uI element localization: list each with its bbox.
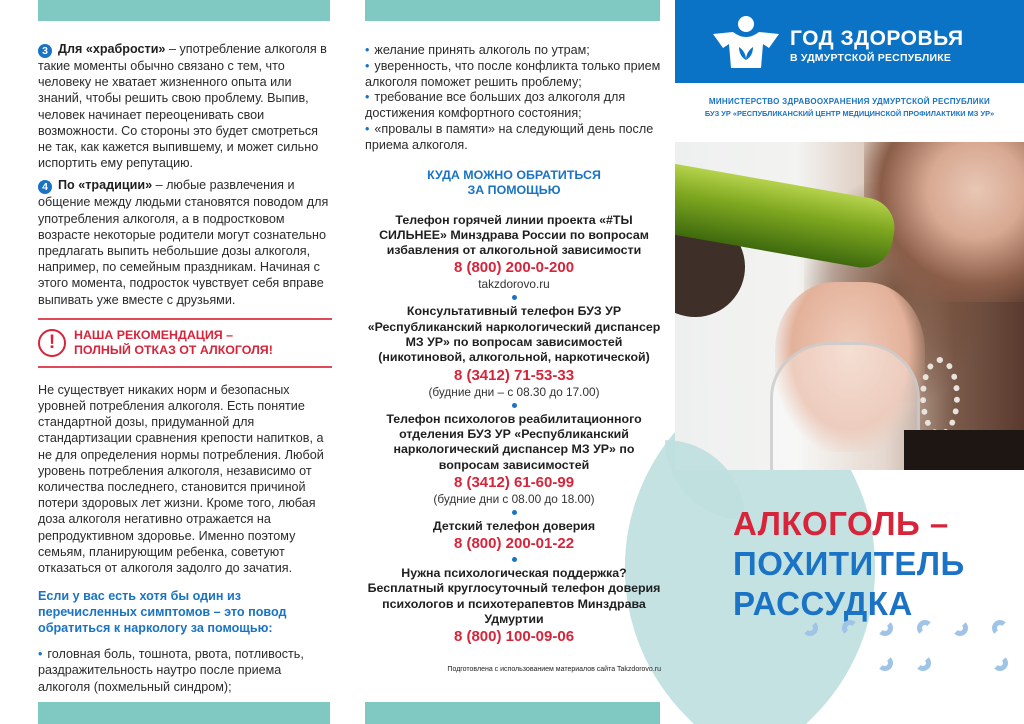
- help-title: [365, 168, 663, 199]
- contact-website-link[interactable]: takzdorovo.ru: [478, 277, 550, 292]
- ministry-block: [675, 96, 1024, 120]
- contact-phone[interactable]: 8 (3412) 71-53-33: [453, 366, 575, 384]
- wave-decoration-icon: [915, 655, 931, 671]
- reason-item-3: [38, 41, 332, 171]
- reason-3-title: Для «храбрости»: [58, 42, 166, 56]
- contact-title: Нужна психологическая поддержка? Бесплатный круглосуточный телефон доверия психологов и психотерапевтов Минздрава Удмуртии: [367, 566, 661, 627]
- contact-hours: (будние дни – с 08.30 до 17.00): [428, 384, 600, 399]
- prevention-center-name: БУЗ УР «РЕСПУБЛИКАНСКИЙ ЦЕНТР МЕДИЦИНСКОЙ ПРОФИЛАКТИКИ МЗ УР»: [704, 109, 995, 118]
- contact-title: Телефон горячей линии проекта «#ТЫ СИЛЬНЕЕ» Минздрава России по вопросам избавления от алкогольной зависимости: [379, 212, 649, 258]
- bottom-bar-middle: [365, 702, 660, 724]
- bullet-icon: •: [365, 43, 370, 57]
- bullet-icon: •: [365, 121, 370, 136]
- help-title-line-2: ЗА ПОМОЩЬЮ: [467, 183, 561, 198]
- symptom-item: [38, 646, 332, 695]
- wave-decoration-icon: [952, 620, 968, 636]
- wave-decoration-icon: [917, 620, 933, 636]
- symptom-item: [365, 59, 663, 91]
- cover-title: [733, 504, 965, 624]
- contact-phone[interactable]: 8 (800) 100-09-06: [453, 628, 575, 646]
- ministry-name: МИНИСТЕРСТВО ЗДРАВООХРАНЕНИЯ УДМУРТСКОЙ РЕСПУБЛИКИ: [708, 97, 991, 106]
- symptom-text: головная боль, тошнота, рвота, потливость, раздражительность наутро после приема алкоголя (похмельный синдром);: [38, 647, 304, 694]
- top-bar-left: [38, 0, 330, 21]
- symptom-item: [365, 122, 663, 154]
- cover-title-line-2: ПОХИТИТЕЛЬ: [733, 545, 965, 582]
- reason-3-text: – употребление алкоголя в такие моменты обычно связано с тем, что человеку не хватает жизненного опыта или знаний, чтобы решить свою проблему. Выпив, человек начинает переоценивать свои возможности. Со стороны это будет смотреться не так, как кажется выпившему, и может сильно испортить ему репутацию.: [38, 42, 327, 171]
- top-bar-middle: [365, 0, 660, 21]
- bullet-icon: •: [38, 647, 43, 662]
- wave-decoration-icon: [842, 620, 858, 636]
- contact-hours: (будние дни с 08.00 до 18.00): [433, 491, 595, 506]
- symptom-text: уверенность, что после конфликта только прием алкоголя поможет решить проблему;: [365, 58, 661, 89]
- separator-dot: [512, 557, 517, 562]
- contact-phone[interactable]: 8 (3412) 61-60-99: [453, 473, 575, 491]
- contact-phone[interactable]: 8 (800) 200-01-22: [453, 535, 575, 553]
- cover-title-line-1: АЛКОГОЛЬ –: [733, 505, 949, 542]
- reason-4-title: По «традиции»: [58, 178, 153, 193]
- contact-title: Консультативный телефон БУЗ УР «Республиканский наркологический диспансер МЗ УР» по вопросам зависимостей (никотиновой, алкогольной, наркотической): [367, 304, 661, 365]
- number-4-icon: 4: [38, 180, 52, 194]
- separator-dot: [512, 295, 517, 300]
- recommendation-text: [74, 328, 273, 358]
- health-year-logo-icon: [711, 14, 781, 70]
- symptom-item: [365, 90, 663, 122]
- contact-title: Детский телефон доверия: [432, 518, 596, 533]
- help-title-line-1: КУДА МОЖНО ОБРАТИТЬСЯ: [427, 167, 601, 182]
- separator-dot: [512, 510, 517, 515]
- left-panel: [38, 41, 332, 701]
- brand-banner: [675, 0, 1024, 83]
- number-3-icon: 3: [38, 44, 52, 58]
- cover-title-line-3: РАССУДКА: [733, 585, 913, 622]
- symptoms-list: [365, 43, 663, 154]
- bullet-icon: •: [365, 90, 370, 105]
- separator-dot: [512, 403, 517, 408]
- brand-subtitle: В УДМУРТСКОЙ РЕСПУБЛИКЕ: [790, 52, 952, 64]
- wave-decoration-icon: [877, 655, 893, 671]
- photo-dress: [904, 430, 1024, 470]
- contact-phone[interactable]: 8 (800) 200-0-200: [453, 259, 575, 277]
- bottom-bar-left: [38, 702, 330, 724]
- symptom-item: [365, 43, 663, 59]
- recommendation-box: [38, 318, 332, 368]
- wave-decoration-icon: [992, 655, 1008, 671]
- bullet-icon: •: [365, 58, 370, 73]
- exclamation-icon: !: [38, 329, 66, 357]
- contact-psych-support: [365, 566, 663, 646]
- photo-glass: [770, 342, 920, 470]
- wave-decoration-icon: [992, 620, 1008, 636]
- wave-decoration-icon: [877, 620, 893, 636]
- cover-photo: [675, 142, 1024, 470]
- contact-children-helpline: [365, 519, 663, 553]
- brand-title: ГОД ЗДОРОВЬЯ: [790, 27, 964, 50]
- reason-4-text: – любые развлечения и общение между людьми становятся поводом для употребления алкоголя, а в подростковом возрасте некоторые родители могут сознательно предлагать выпить небольшие дозы алкоголя, например, по семейным праздникам. Начиная с этого момента, подросток чувствует себя вправе выпивать уже вместе с друзьями.: [38, 178, 329, 307]
- contact-narcology-consult: [365, 304, 663, 398]
- contact-hotline-ty-silnee: [365, 213, 663, 292]
- middle-panel: [365, 43, 663, 678]
- photo-bracelet: [920, 357, 960, 437]
- contact-title: Телефон психологов реабилитационного отделения БУЗ УР «Республиканский наркологический диспансер МЗ УР» по вопросам зависимостей: [386, 411, 642, 472]
- no-safe-dose-paragraph: Не существует никаких норм и безопасных уровней потребления алкоголя. Есть понятие стандартной дозы, придуманной для стандартизации сравнения крепости напитков, а не для определения нормы потребления. Любой уровень потребления алкоголя, независимо от количества последнего, становится причиной потери здоровых лет жизни. Кроме того, любая доза алкоголя негативно отражается на репродуктивном здоровье. Именно поэтому семьям, планирующим ребенка, советуют отказаться от алкоголя задолго до зачатия.: [38, 382, 324, 576]
- reason-item-4: [38, 177, 332, 307]
- source-credit: Подготовлена с использованием материалов сайта Takzdorovo.ru: [447, 666, 661, 674]
- contact-psychologists: [365, 412, 663, 506]
- symptom-text: желание принять алкоголь по утрам;: [374, 43, 590, 57]
- symptoms-heading: Если у вас есть хотя бы один из перечисленных симптомов – это повод обратиться к наркологу за помощью:: [38, 589, 287, 636]
- wave-decoration-icon: [802, 620, 818, 636]
- symptom-text: требование все больших доз алкоголя для достижения комфортного состояния;: [365, 90, 626, 121]
- recommendation-line-2: ПОЛНЫЙ ОТКАЗ ОТ АЛКОГОЛЯ!: [74, 342, 273, 357]
- symptom-text: «провалы в памяти» на следующий день после приема алкоголя.: [365, 121, 654, 152]
- recommendation-line-1: НАША РЕКОМЕНДАЦИЯ –: [74, 327, 233, 342]
